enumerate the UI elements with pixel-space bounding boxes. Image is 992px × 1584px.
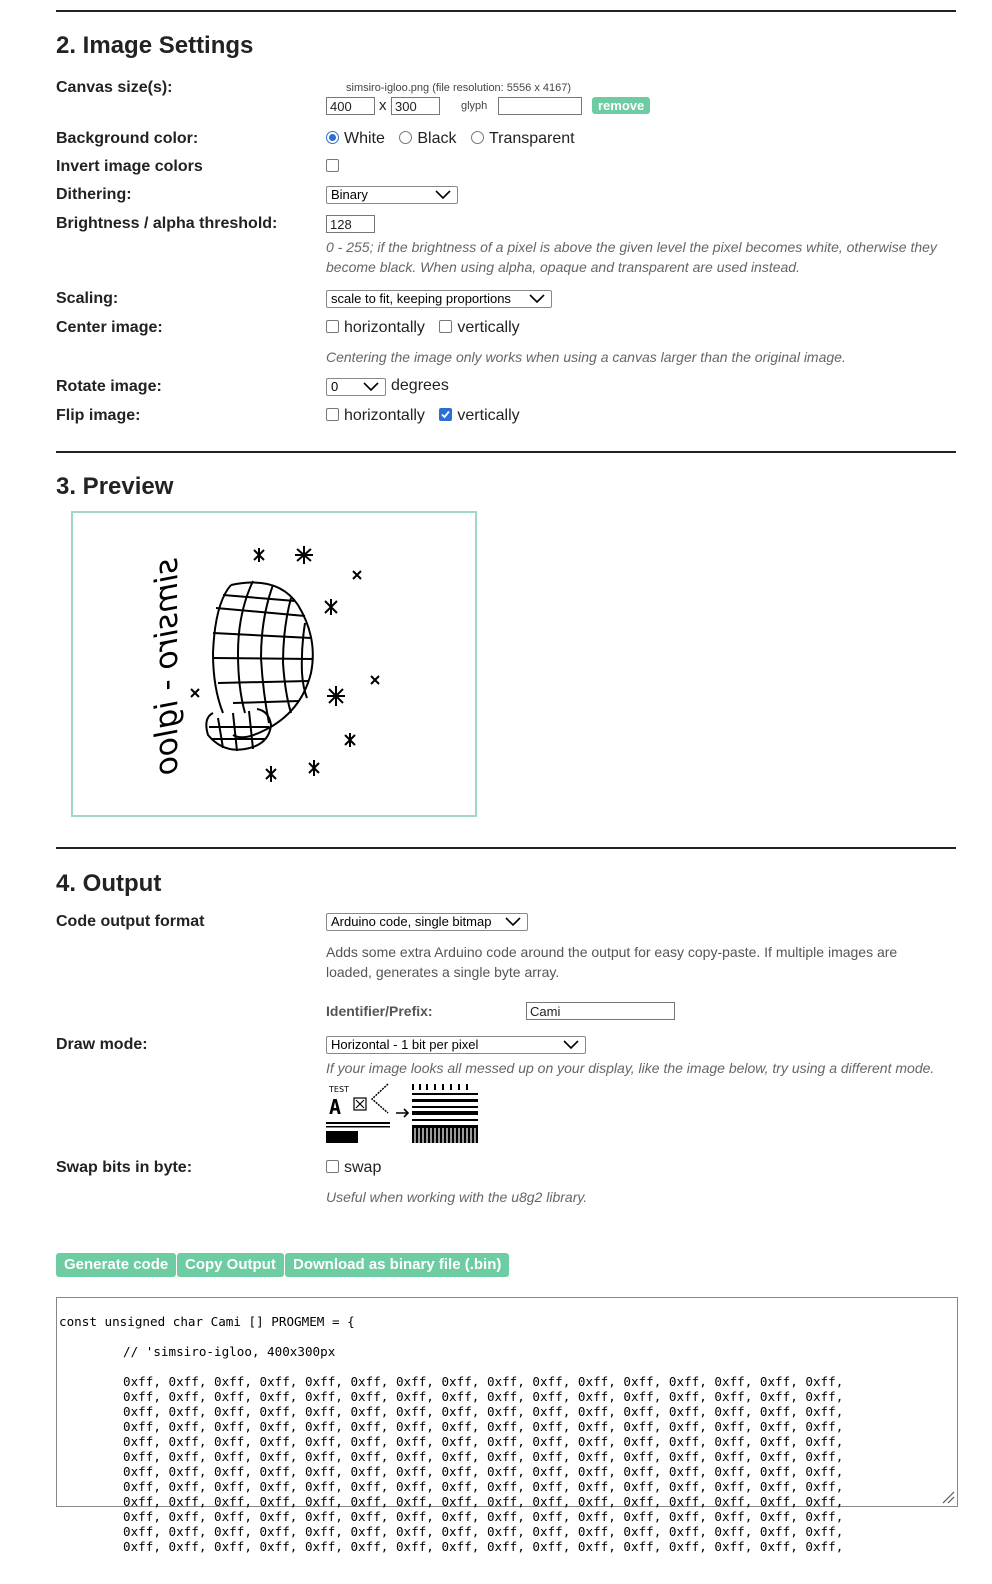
code-format-select[interactable] [326,913,528,931]
preview-canvas [71,511,477,817]
dithering-label: Dithering: [56,186,132,203]
bg-transparent-option[interactable] [471,130,575,147]
chevron-down-icon [505,917,521,927]
check-icon [440,409,451,420]
code-format-value: Arduino code, single bitmap [331,914,492,929]
center-horizontal-checkbox[interactable] [326,320,339,333]
section-title-preview: 3. Preview [56,473,174,500]
swap-option[interactable] [326,1159,381,1177]
swap-text: swap [344,1159,382,1176]
swap-checkbox[interactable] [326,1160,339,1173]
center-horizontal-text: horizontally [344,319,425,336]
rotate-unit: degrees [391,377,449,394]
code-data-line: 0xff, 0xff, 0xff, 0xff, 0xff, 0xff, 0xff, 0xff, 0xff, 0xff, 0xff, 0xff, 0xff, 0xff, 0xff, 0xff, [123,1434,851,1449]
size-separator: x [379,97,387,114]
chevron-down-icon [529,294,545,304]
rotate-value: 0 [331,379,339,394]
threshold-note: 0 - 255; if the brightness of a pixel is above the given level the pixel becomes white, otherwise they become black. When using alpha, opaque and transparent are used instead. [326,239,937,275]
preview-caption: simsiro - igloo [149,558,185,776]
example-glitch-graphic [326,1081,478,1145]
swap-note: Useful when working with the u8g2 library. [326,1189,588,1205]
invert-colors-checkbox[interactable] [326,158,344,176]
code-format-label: Code output format [56,913,205,930]
draw-mode-example-image [326,1081,478,1145]
bg-white-radio[interactable] [326,131,339,144]
code-data-line: 0xff, 0xff, 0xff, 0xff, 0xff, 0xff, 0xff, 0xff, 0xff, 0xff, 0xff, 0xff, 0xff, 0xff, 0xff, 0xff, [123,1374,851,1389]
flip-vertical-option[interactable] [439,407,519,424]
draw-mode-value: Horizontal - 1 bit per pixel [331,1037,479,1052]
threshold-label: Brightness / alpha threshold: [56,215,278,232]
code-data-line: 0xff, 0xff, 0xff, 0xff, 0xff, 0xff, 0xff, 0xff, 0xff, 0xff, 0xff, 0xff, 0xff, 0xff, 0xff, 0xff, [123,1404,851,1419]
swap-bits-label: Swap bits in byte: [56,1159,193,1176]
code-data-line: 0xff, 0xff, 0xff, 0xff, 0xff, 0xff, 0xff, 0xff, 0xff, 0xff, 0xff, 0xff, 0xff, 0xff, 0xff, 0xff, [123,1419,851,1434]
canvas-size-label: Canvas size(s): [56,79,173,96]
chevron-down-icon [563,1040,579,1050]
flip-horizontal-text: horizontally [344,407,425,424]
section-title-output: 4. Output [56,870,162,897]
threshold-input[interactable] [326,215,375,233]
identifier-input[interactable] [526,1002,675,1020]
bg-black-text: Black [417,130,457,147]
example-test-text: TEST [329,1085,349,1094]
code-lines [59,1374,955,1554]
flip-horizontal-option[interactable] [326,407,425,424]
code-header-line: const unsigned char Cami [] PROGMEM = { [59,1314,355,1329]
draw-mode-select[interactable] [326,1036,586,1054]
glyph-label: glyph [461,100,488,112]
chevron-down-icon [363,382,379,392]
center-options [326,319,520,337]
flip-horizontal-checkbox[interactable] [326,408,339,421]
dithering-select[interactable] [326,186,458,204]
rotate-select[interactable] [326,378,386,396]
draw-mode-note: If your image looks all messed up on your display, like the image below, try using a different mode. [326,1060,935,1076]
invert-colors-label: Invert image colors [56,158,203,175]
bg-transparent-text: Transparent [488,130,575,147]
igloo-preview-image [73,513,475,815]
code-data-line: 0xff, 0xff, 0xff, 0xff, 0xff, 0xff, 0xff, 0xff, 0xff, 0xff, 0xff, 0xff, 0xff, 0xff, 0xff, 0xff, [123,1509,851,1524]
example-a-text: A [329,1095,342,1119]
code-data-line: 0xff, 0xff, 0xff, 0xff, 0xff, 0xff, 0xff, 0xff, 0xff, 0xff, 0xff, 0xff, 0xff, 0xff, 0xff, 0xff, [123,1494,851,1509]
code-comment-text: // 'simsiro-igloo, 400x300px [123,1344,336,1359]
canvas-height-input[interactable] [391,97,440,115]
center-image-label: Center image: [56,319,163,336]
code-format-note: Adds some extra Arduino code around the output for easy copy-paste. If multiple images are loaded, generates a single byte array. [326,944,898,980]
copy-output-button[interactable]: Copy Output [177,1253,284,1277]
bg-black-radio[interactable] [399,131,412,144]
canvas-width-input[interactable] [326,97,375,115]
dithering-value: Binary [331,187,368,202]
bg-transparent-radio[interactable] [471,131,484,144]
code-data-line: 0xff, 0xff, 0xff, 0xff, 0xff, 0xff, 0xff, 0xff, 0xff, 0xff, 0xff, 0xff, 0xff, 0xff, 0xff, 0xff, [123,1539,851,1554]
resize-handle-icon[interactable] [941,1490,955,1504]
bg-white-option[interactable] [326,130,385,147]
code-data-line: 0xff, 0xff, 0xff, 0xff, 0xff, 0xff, 0xff, 0xff, 0xff, 0xff, 0xff, 0xff, 0xff, 0xff, 0xff, 0xff, [123,1449,851,1464]
background-color-options [326,130,575,148]
code-comment-line [59,1344,955,1359]
flip-image-label: Flip image: [56,407,141,424]
code-data-line: 0xff, 0xff, 0xff, 0xff, 0xff, 0xff, 0xff, 0xff, 0xff, 0xff, 0xff, 0xff, 0xff, 0xff, 0xff, 0xff, [123,1524,851,1539]
divider [56,451,956,453]
glyph-input[interactable] [498,97,582,115]
generate-code-button[interactable]: Generate code [56,1253,176,1277]
divider [56,10,956,12]
divider [56,847,956,849]
draw-mode-label: Draw mode: [56,1036,148,1053]
bg-black-option[interactable] [399,130,456,147]
bg-white-text: White [344,130,385,147]
background-color-label: Background color: [56,130,199,147]
chevron-down-icon [435,190,451,200]
download-binary-button[interactable]: Download as binary file (.bin) [285,1253,509,1277]
code-data-line: 0xff, 0xff, 0xff, 0xff, 0xff, 0xff, 0xff, 0xff, 0xff, 0xff, 0xff, 0xff, 0xff, 0xff, 0xff, 0xff, [123,1389,851,1404]
code-output-textarea[interactable] [56,1297,958,1554]
center-horizontal-option[interactable] [326,319,425,336]
scaling-select[interactable] [326,290,552,308]
code-data-line: 0xff, 0xff, 0xff, 0xff, 0xff, 0xff, 0xff, 0xff, 0xff, 0xff, 0xff, 0xff, 0xff, 0xff, 0xff, 0xff, [123,1479,851,1494]
center-note: Centering the image only works when using a canvas larger than the original image. [326,349,846,365]
file-info: simsiro-igloo.png (file resolution: 5556 x 4167) [346,82,572,94]
scaling-value: scale to fit, keeping proportions [331,291,511,306]
center-vertical-text: vertically [457,319,520,336]
flip-vertical-checkbox[interactable] [439,408,452,421]
identifier-label: Identifier/Prefix: [326,1003,433,1019]
remove-button[interactable]: remove [592,97,650,114]
center-vertical-checkbox[interactable] [439,320,452,333]
center-vertical-option[interactable] [439,319,519,336]
rotate-image-label: Rotate image: [56,378,162,395]
scaling-label: Scaling: [56,290,119,307]
flip-options [326,407,520,425]
section-title-image-settings: 2. Image Settings [56,32,254,59]
code-data-line: 0xff, 0xff, 0xff, 0xff, 0xff, 0xff, 0xff, 0xff, 0xff, 0xff, 0xff, 0xff, 0xff, 0xff, 0xff, 0xff, [123,1464,851,1479]
flip-vertical-text: vertically [457,407,520,424]
